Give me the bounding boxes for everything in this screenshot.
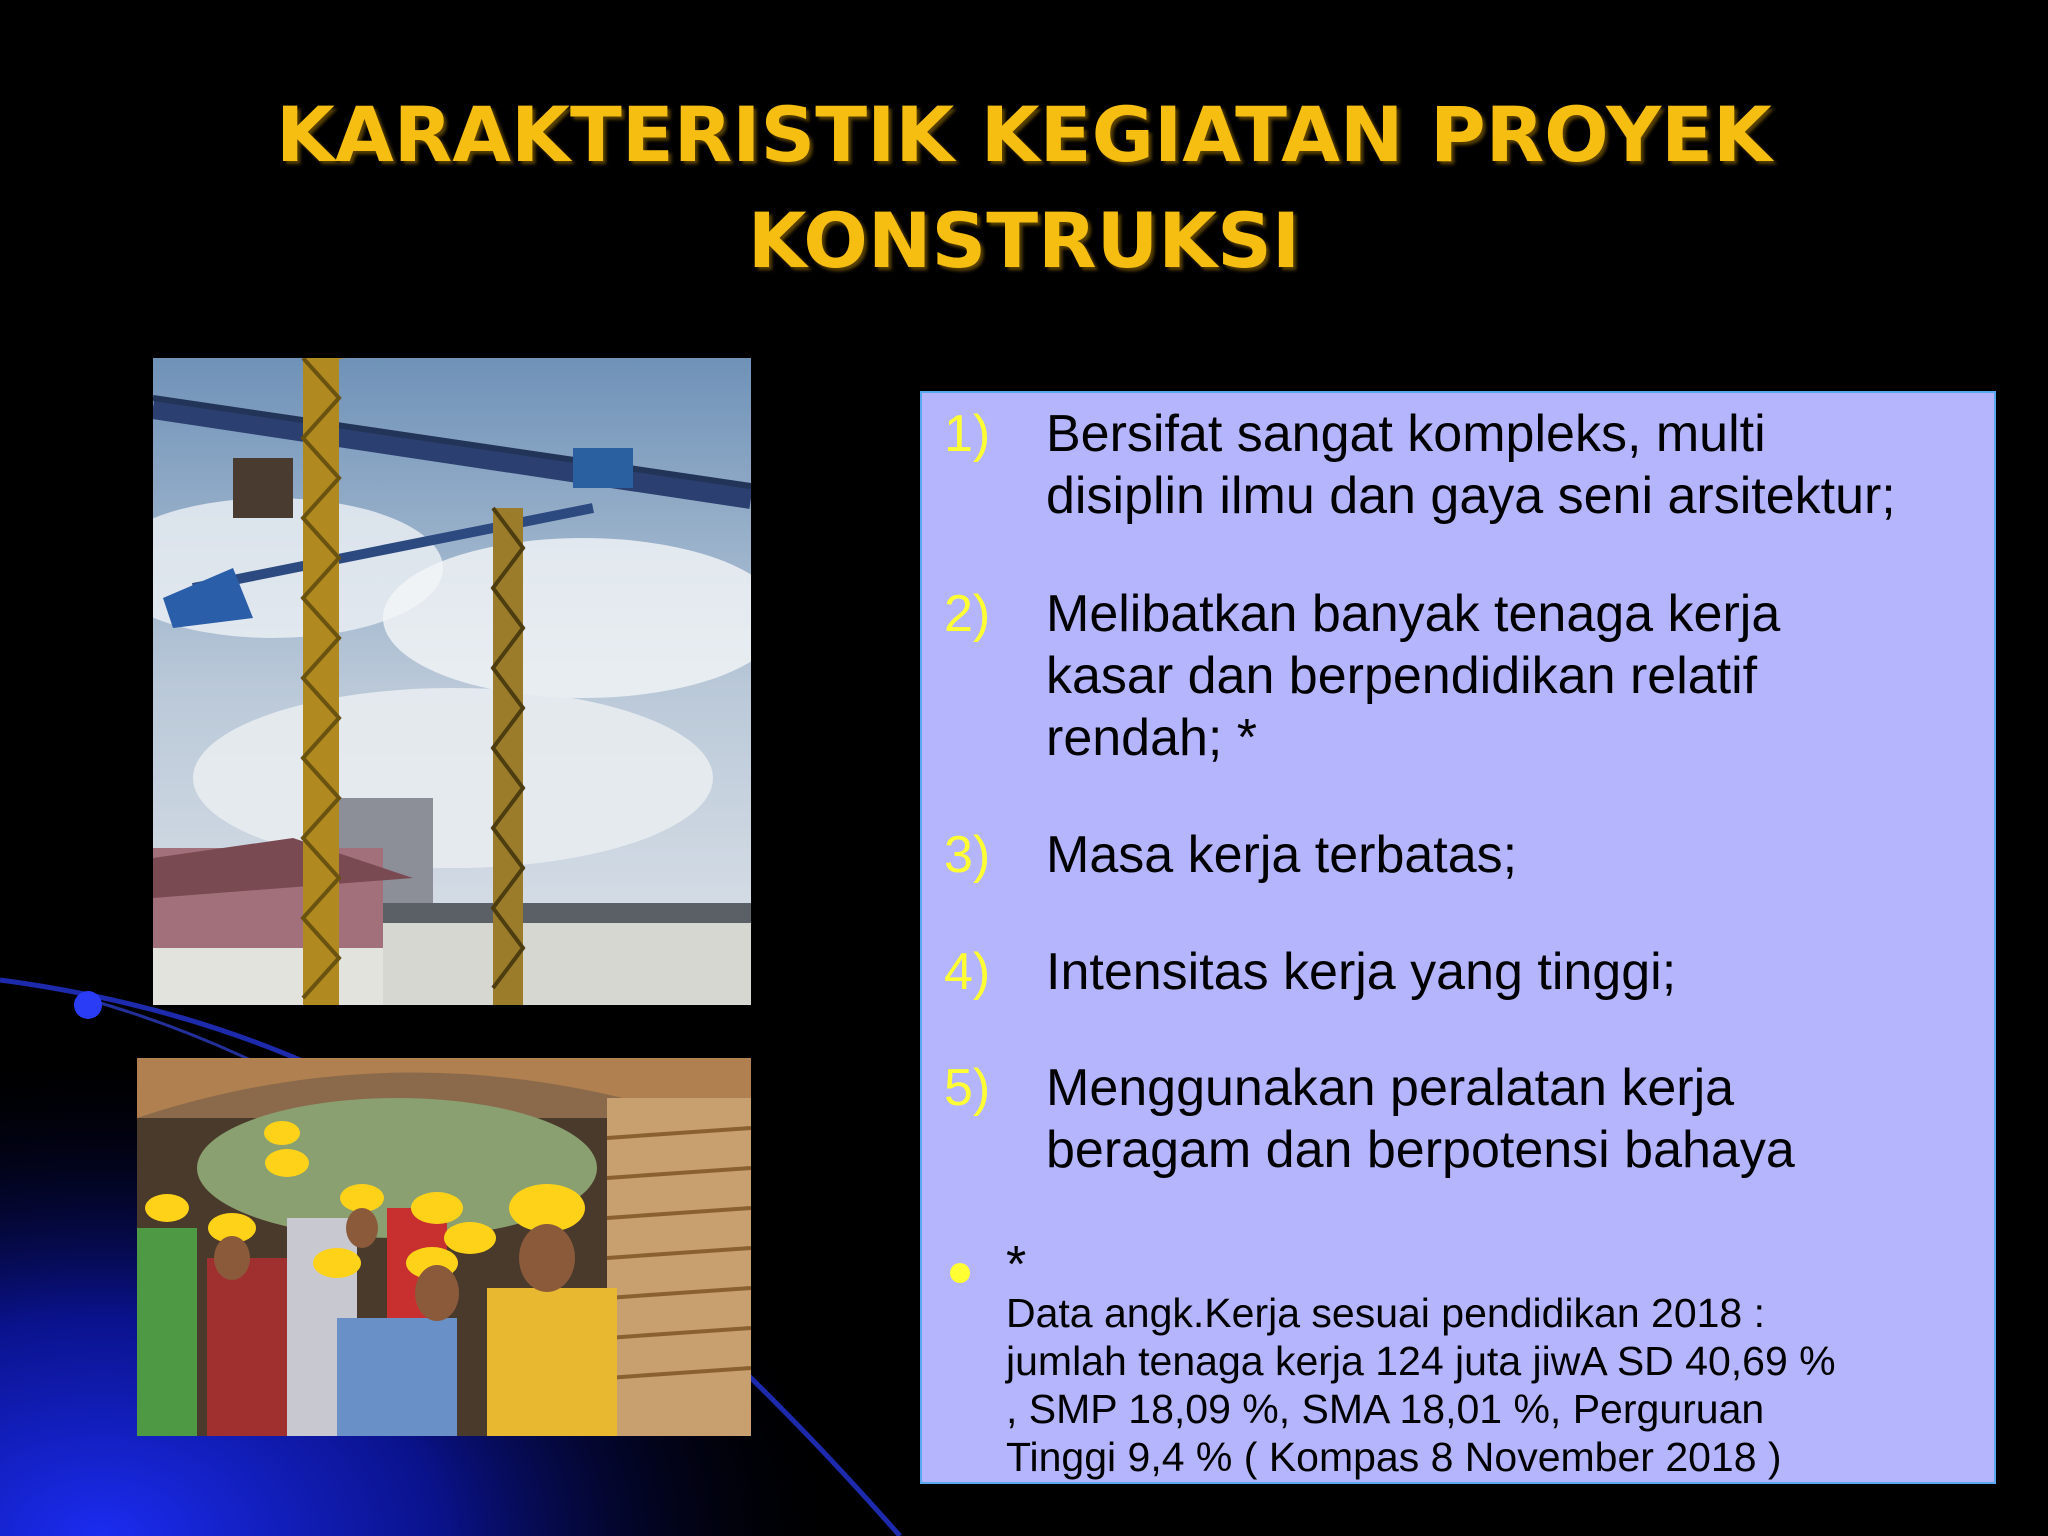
construction-workers-photo [137,1058,751,1436]
footnote-line: , SMP 18,09 %, SMA 18,01 %, Perguruan [1006,1386,1765,1432]
list-item-number: 2) [944,585,991,643]
construction-cranes-photo [153,358,751,1005]
list-item-number: 4) [944,943,991,1001]
footnote-first-line: Data angk.Kerja sesuai pendidikan 2018 : [1006,1290,1766,1336]
footnote-line: Tinggi 9,4 % ( Kompas 8 November 2018 ) [1006,1434,1782,1480]
footnote-text [1006,1236,1986,1481]
bullet-icon [950,1263,970,1283]
title-line-1: KARAKTERISTIK KEGIATAN PROYEK [276,90,1772,179]
list-item-number: 3) [944,826,991,884]
slide-title [0,82,2048,294]
list-item-line: beragam dan berpotensi bahaya [1046,1121,1795,1179]
list-item-number: 1) [944,405,991,463]
list-item-line: Bersifat sangat kompleks, multi [1046,405,1766,463]
footnote-star: * [1006,1236,1027,1294]
list-item-line: Masa kerja terbatas; [1046,826,1518,884]
characteristics-panel [920,391,1996,1484]
title-line-2: KONSTRUKSI [747,196,1301,285]
footnote-line: jumlah tenaga kerja 124 juta jiwA SD 40,69 % [1006,1338,1836,1384]
list-item-text [1046,941,1996,1003]
list-item-text [1046,824,1996,886]
list-item-line: disiplin ilmu dan gaya seni arsitektur; [1046,467,1896,525]
list-item-line: Intensitas kerja yang tinggi; [1046,943,1677,1001]
list-item-line: Menggunakan peralatan kerja [1046,1059,1735,1117]
list-item-number: 5) [944,1059,991,1117]
list-item-text [1046,403,1996,527]
list-item-line: rendah; * [1046,709,1258,767]
list-item-line: Melibatkan banyak tenaga kerja [1046,585,1781,643]
footnote-line [1006,1236,1986,1337]
list-item-text [1046,1057,1996,1181]
list-item-line: kasar dan berpendidikan relatif [1046,647,1758,705]
list-item-text [1046,583,1996,769]
